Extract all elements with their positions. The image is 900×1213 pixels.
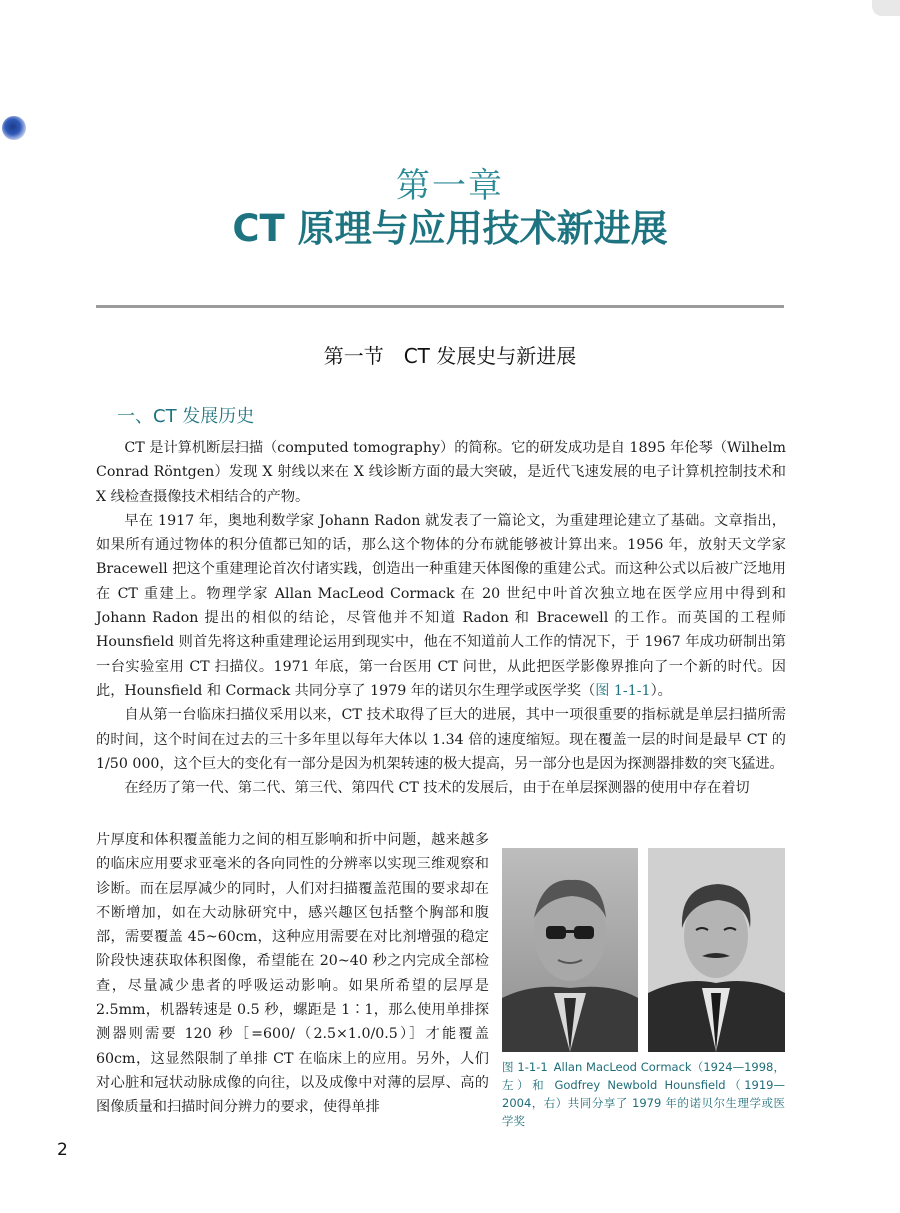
paragraph-3: 自从第一台临床扫描仪采用以来，CT 技术取得了巨大的进展，其中一项很重要的指标就是单层扫描所需的时间，这个时间在过去的三十多年里以每年大体以 1.34 倍的速度缩短。现在覆盖一层的时间是最早 CT 的 1/50 000，这个巨大的变化有一部分是因为机架转速的极大提高，另一部分也是因为探测器排数的突飞猛进。 <box>96 707 786 772</box>
figure-caption-text: Allan MacLeod Cormack（1924—1998，左）和 Godfrey Newbold Hounsfield（1919—2004，右）共同分享了 1979 年的诺贝尔生理学或医学奖 <box>502 1060 785 1128</box>
paragraph-4-continued: 片厚度和体积覆盖能力之间的相互影响和折中问题，越来越多的临床应用要求亚毫米的各向同性的分辨率以实现三维观察和诊断。而在层厚减少的同时，人们对扫描覆盖范围的要求却在不断增加，如在大动脉研究中，感兴趣区包括整个胸部和腹部，需要覆盖 45~60cm，这种应用需要在对比剂增强的稳定阶段快速获取体积图像，希望能在 20~40 秒之内完成全部检查，尽量减少患者的呼吸运动影响。如果所希望的层厚是 2.5mm，机器转速是 0.5 秒，螺距是 1∶1，那么使用单排探测器则需要 120 秒［=600/（2.5×1.0/0.5）］才能覆盖 60cm，这显然限制了单排 CT 在临床上的应用。另外，人们对心脏和冠状动脉成像的向往，以及成像中对薄的层厚、高的图像质量和扫描时间分辨力的要求，使得单排 <box>96 832 489 1116</box>
paragraph-4: 在经历了第一代、第二代、第三代、第四代 CT 技术的发展后，由于在单层探测器的使用中存在着切 <box>124 780 750 797</box>
subsection-title: 一、CT 发展历史 <box>117 406 255 427</box>
paragraph-2-text: 早在 1917 年，奥地利数学家 Johann Radon 就发表了一篇论文，为重建理论建立了基础。文章指出，如果所有通过物体的积分值都已知的话，那么这个物体的分布就能够被计算出来。1956 年，放射天文学家 Bracewell 把这个重建理论首次付诸实践，创造出一种重建天体图像的重建公式。而这种公式以后被广泛地用在 CT 重建上。物理学家 Allan MacLeod Cormack 在 20 世纪中叶首次独立地在医学应用中得到和 Johann Radon 提出的相似的结论，尽管他并不知道 Radon 和 Bracewell 的工作。而英国的工程师 Hounsfield 则首先将这种重建理论运用到现实中，他在不知道前人工作的情况下，于 1967 年成功研制出第一台实验室用 CT 扫描仪。1971 年底，第一台医用 CT 问世，从此把医学影像界推向了一个新的时代。因此，Hounsfield 和 Cormack 共同分享了 1979 年的诺贝尔生理学或医学奖（ <box>96 512 786 699</box>
photo-cormack <box>502 848 638 1052</box>
figure-reference-link[interactable]: 图 1-1-1 <box>595 682 651 699</box>
chapter-title: CT 原理与应用技术新进展 <box>232 207 668 250</box>
paragraph-1: CT 是计算机断层扫描（computed tomography）的简称。它的研发成功是自 1895 年伦琴（Wilhelm Conrad Röntgen）发现 X 射线以来在 X 线诊断方面的最大突破，是近代飞速发展的电子计算机控制技术和 X 线检查摄像技术相结合的产物。 <box>96 440 786 505</box>
paragraph-2-tail: ）。 <box>650 682 672 699</box>
chapter-number: 第一章 <box>396 166 504 206</box>
paragraph-2 <box>96 509 786 703</box>
section-title: 第一节 CT 发展史与新进展 <box>323 344 577 368</box>
figure-label: 图 1-1-1 <box>502 1060 548 1074</box>
page-number: 2 <box>57 1140 68 1160</box>
photo-hounsfield <box>648 848 785 1052</box>
figure-caption <box>502 1058 785 1130</box>
divider-rule <box>96 305 784 308</box>
body-text <box>96 436 786 800</box>
page-corner-mark <box>872 0 900 16</box>
decorative-dot <box>2 116 26 140</box>
